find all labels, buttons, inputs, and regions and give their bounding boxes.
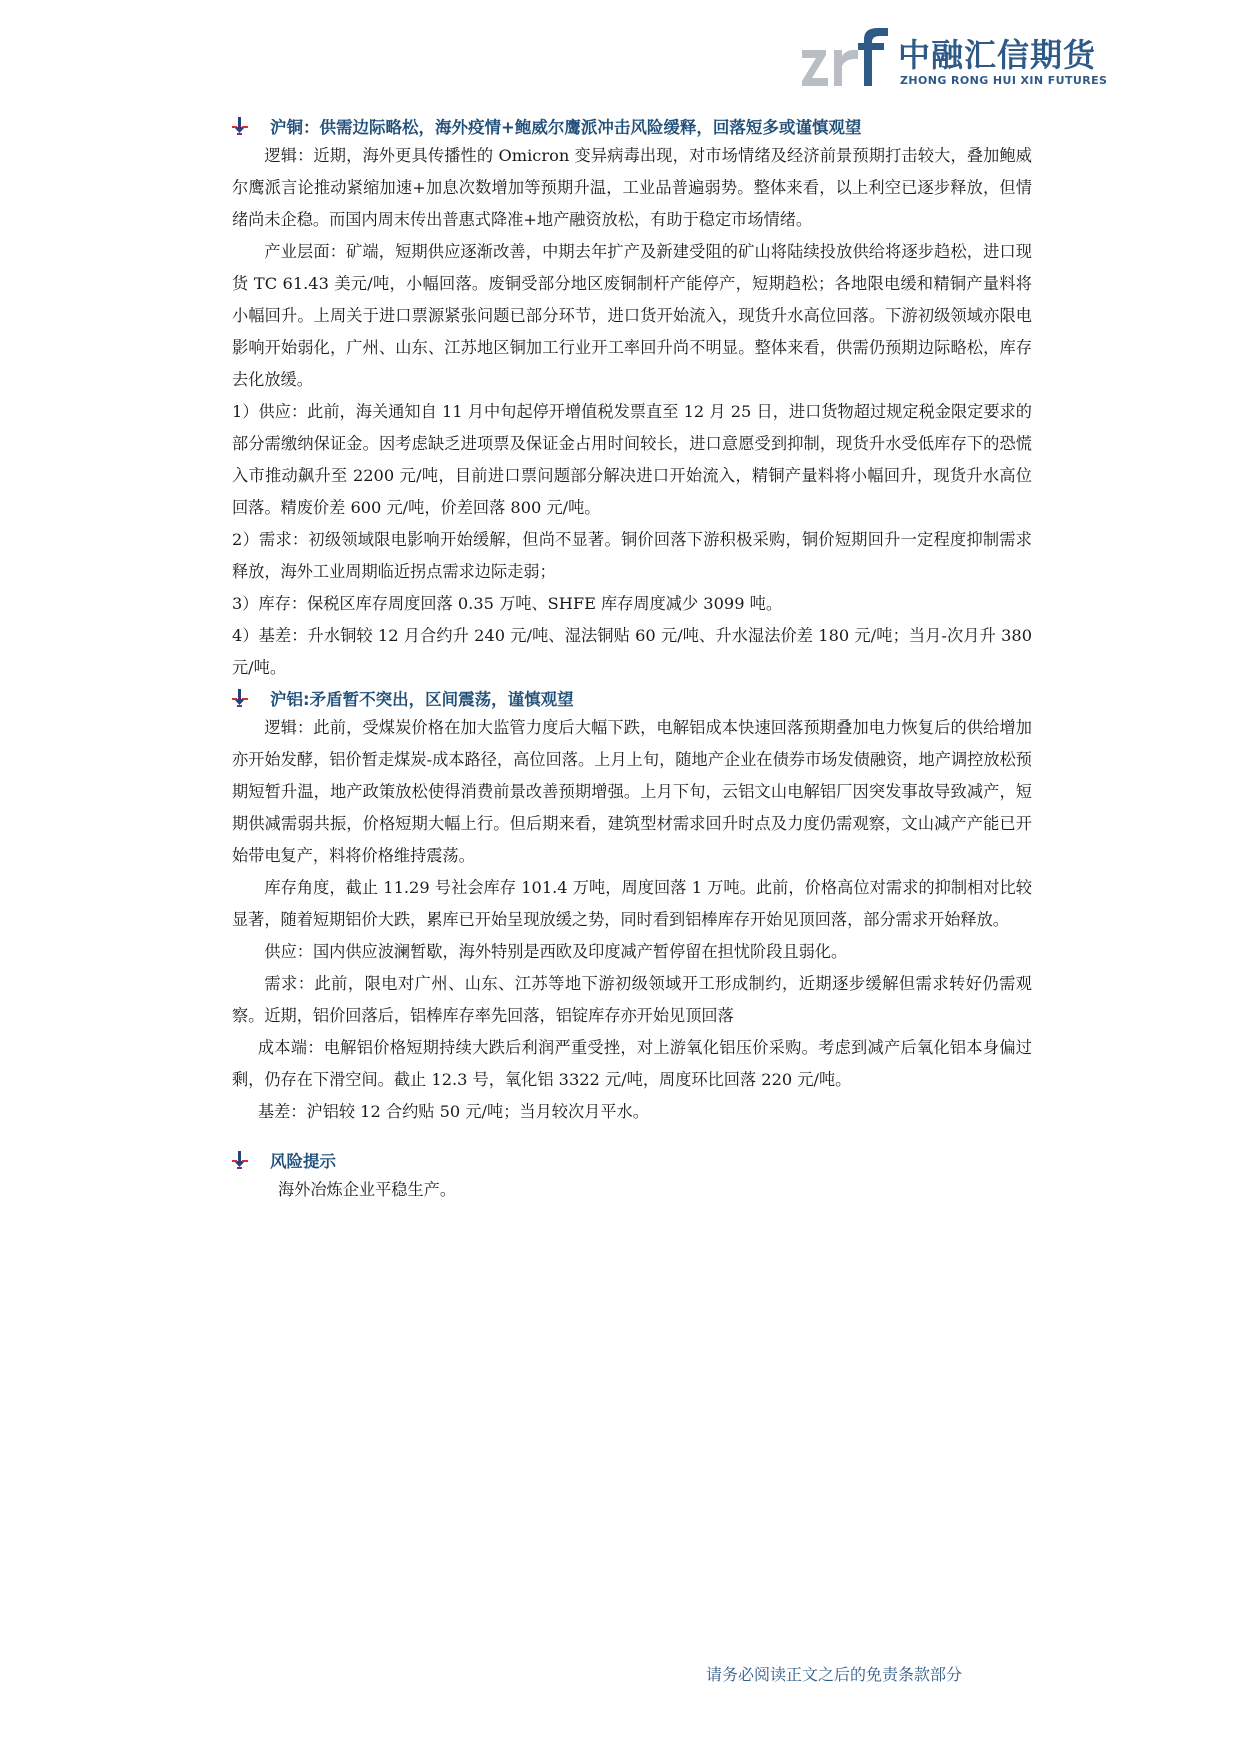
risk-section-title: 风险提示 xyxy=(270,1152,336,1171)
copper-section-heading xyxy=(232,112,1032,140)
bullet-arrow-icon xyxy=(232,1151,248,1169)
copper-basis-paragraph: 4）基差：升水铜较 12 月合约升 240 元/吨、湿法铜贴 60 元/吨、升水湿法价差 180 元/吨；当月-次月升 380 元/吨。 xyxy=(232,626,1032,677)
aluminum-section-heading xyxy=(232,684,1032,712)
logo-chinese-name: 中融汇信期货 xyxy=(898,36,1097,74)
aluminum-basis-paragraph: 基差：沪铝较 12 合约贴 50 元/吨；当月较次月平水。 xyxy=(257,1102,649,1121)
aluminum-section-title: 沪铝:矛盾暂不突出，区间震荡，谨慎观望 xyxy=(270,690,574,709)
aluminum-supply-paragraph: 供应：国内供应波澜暂歇，海外特别是西欧及印度减产暂停留在担忧阶段且弱化。 xyxy=(264,942,848,961)
copper-logic-paragraph: 逻辑：近期，海外更具传播性的 Omicron 变异病毒出现，对市场情绪及经济前景预期打击较大，叠加鲍威尔鹰派言论推动紧缩加速+加息次数增加等预期升温，工业品普遍弱势。整体来看，以上利空已逐步释放，但情绪尚未企稳。而国内周末传出普惠式降准+地产融资放松，有助于稳定市场情绪。 xyxy=(232,146,1032,229)
risk-section-heading xyxy=(232,1146,1032,1174)
aluminum-logic-paragraph: 逻辑：此前，受煤炭价格在加大监管力度后大幅下跌，电解铝成本快速回落预期叠加电力恢复后的供给增加亦开始发酵，铝价暂走煤炭-成本路径，高位回落。上月上旬，随地产企业在债券市场发债融资，地产调控放松预期短暂升温，地产政策放松使得消费前景改善预期增强。上月下旬，云铝文山电解铝厂因突发事故导致减产，短期供减需弱共振，价格短期大幅上行。但后期来看，建筑型材需求回升时点及力度仍需观察，文山减产产能已开始带电复产，料将价格维持震荡。 xyxy=(232,718,1032,865)
bullet-arrow-icon xyxy=(232,689,248,707)
copper-demand-paragraph: 2）需求：初级领域限电影响开始缓解，但尚不显著。铜价回落下游积极采购，铜价短期回升一定程度抑制需求释放，海外工业周期临近拐点需求边际走弱； xyxy=(232,530,1032,581)
znf-logo-mark-icon xyxy=(800,28,900,92)
aluminum-inventory-paragraph: 库存角度，截止 11.29 号社会库存 101.4 万吨，周度回落 1 万吨。此前，价格高位对需求的抑制相对比较显著，随着短期铝价大跌，累库已开始呈现放缓之势，同时看到铝棒库存开始见顶回落，部分需求开始释放。 xyxy=(232,878,1032,929)
company-logo xyxy=(800,28,1108,92)
section-spacer xyxy=(232,1128,1032,1146)
copper-inventory-paragraph: 3）库存：保税区库存周度回落 0.35 万吨、SHFE 库存周度减少 3099 吨。 xyxy=(232,594,783,613)
risk-text: 海外冶炼企业平稳生产。 xyxy=(278,1180,457,1199)
aluminum-cost-paragraph: 成本端：电解铝价格短期持续大跌后利润严重受挫，对上游氧化铝压价采购。考虑到减产后氧化铝本身偏过剩，仍存在下滑空间。截止 12.3 号，氧化铝 3322 元/吨，周度环比回落 220 元/吨。 xyxy=(232,1038,1032,1089)
aluminum-demand-paragraph: 需求：此前，限电对广州、山东、江苏等地下游初级领域开工形成制约，近期逐步缓解但需求转好仍需观察。近期，铝价回落后，铝棒库存率先回落，铝锭库存亦开始见顶回落 xyxy=(232,974,1032,1025)
copper-supply-paragraph: 1）供应：此前，海关通知自 11 月中旬起停开增值税发票直至 12 月 25 日，进口货物超过规定税金限定要求的部分需缴纳保证金。因考虑缺乏进项票及保证金占用时间较长，进口意愿受到抑制，现货升水受低库存下的恐慌入市推动飙升至 2200 元/吨，目前进口票问题部分解决进口开始流入，精铜产量料将小幅回升，现货升水高位回落。精废价差 600 元/吨，价差回落 800 元/吨。 xyxy=(232,402,1032,517)
logo-english-name: ZHONG RONG HUI XIN FUTURES xyxy=(900,74,1108,87)
copper-section-title: 沪铜：供需边际略松，海外疫情+鲍威尔鹰派冲击风险缓释，回落短多或谨慎观望 xyxy=(270,118,862,137)
report-content xyxy=(232,112,1032,1206)
copper-industry-paragraph: 产业层面：矿端，短期供应逐渐改善，中期去年扩产及新建受阻的矿山将陆续投放供给将逐步趋松，进口现货 TC 61.43 美元/吨，小幅回落。废铜受部分地区废铜制杆产能停产，短期趋松；各地限电缓和精铜产量料将小幅回升。上周关于进口票源紧张问题已部分环节，进口货开始流入，现货升水高位回落。下游初级领域亦限电影响开始弱化，广州、山东、江苏地区铜加工行业开工率回升尚不明显。整体来看，供需仍预期边际略松，库存去化放缓。 xyxy=(232,242,1032,389)
bullet-arrow-icon xyxy=(232,117,248,135)
footer-disclaimer: 请务必阅读正文之后的免责条款部分 xyxy=(706,1665,963,1684)
